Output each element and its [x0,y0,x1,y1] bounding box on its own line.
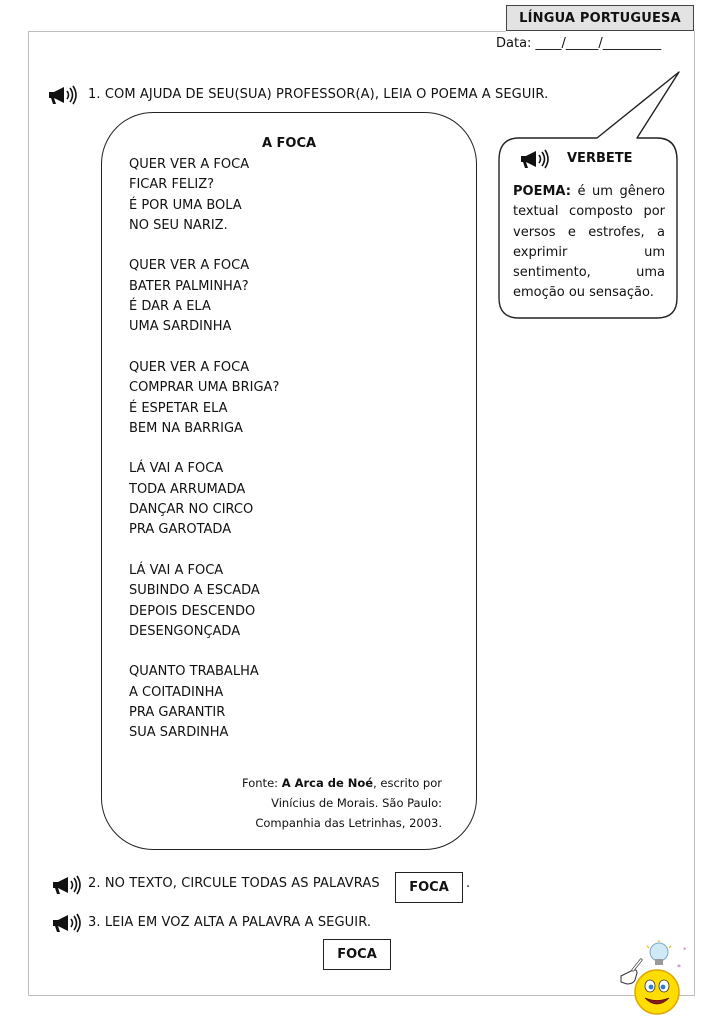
poem-stanza [129,155,279,236]
verbete-title: VERBETE [567,151,633,166]
poem-line: SUBINDO A ESCADA [129,583,260,599]
poem-stanza [129,662,279,743]
megaphone-icon [46,84,80,106]
poem-line: UMA SARDINHA [129,319,232,335]
question-1: 1. COM AJUDA DE SEU(SUA) PROFESSOR(A), LEIA O POEMA A SEGUIR. [88,87,549,102]
poem-line: É DAR A ELA [129,299,211,315]
poem-line: QUANTO TRABALHA [129,664,259,680]
source-rest: , escrito por [373,776,442,790]
verbete-definition [513,182,665,304]
source-book-title: A Arca de Noé [281,776,374,790]
date-field[interactable]: Data: ____/_____/_________ [496,36,662,51]
word-box-foca-q3: FOCA [323,939,391,970]
poem-line: DANÇAR NO CIRCO [129,502,254,518]
source-line-3: Companhia das Letrinhas, 2003. [255,816,442,830]
megaphone-icon [518,148,552,170]
poem-line: PRA GAROTADA [129,522,232,538]
poem-line: COMPRAR UMA BRIGA? [129,380,280,396]
poem-stanza [129,256,279,337]
poem-line: BATER PALMINHA? [129,278,249,294]
word-box-foca-q2: FOCA [395,872,463,903]
poem-title-text: A FOCA [261,136,317,151]
poem-line: TODA ARRUMADA [129,481,246,497]
verbete-definition-text: é um gênero textual composto por versos e estrofes, a exprimir um sentimento, uma emoção ou sensação. [513,184,665,301]
poem-source [242,773,442,833]
poem-stanza [129,459,279,540]
verbete-term: POEMA: [513,184,571,199]
source-prefix: Fonte: [242,776,282,790]
poem-line: NO SEU NARIZ. [129,217,228,233]
poem-line: QUER VER A FOCA [129,359,250,375]
poem-box [101,112,477,850]
poem-line: QUER VER A FOCA [129,258,250,274]
megaphone-icon [50,912,84,934]
poem-line: SUA SARDINHA [129,725,229,741]
poem-line: DESENGONÇADA [129,623,241,639]
svg-text:*: * [683,946,687,954]
poem-line: DEPOIS DESCENDO [129,603,256,619]
poem-line: QUER VER A FOCA [129,157,250,172]
megaphone-icon [50,874,84,896]
question-2-period: . [466,876,471,891]
subject-label: LÍNGUA PORTUGUESA [506,5,694,31]
poem-line: BEM NA BARRIGA [129,420,243,436]
poem-line: PRA GARANTIR [129,705,226,721]
poem-body [129,155,279,764]
poem-title [102,136,476,151]
poem-stanza [129,358,279,439]
source-line-1 [242,773,442,793]
source-line-2: Vinícius de Morais. São Paulo: [271,796,442,810]
poem-line: É ESPETAR ELA [129,400,228,416]
poem-stanza [129,561,279,642]
question-2: 2. NO TEXTO, CIRCULE TODAS AS PALAVRAS [88,876,380,891]
poem-line: É POR UMA BOLA [129,197,242,213]
lightbulb-smiley-icon [613,940,693,1016]
question-3: 3. LEIA EM VOZ ALTA A PALAVRA A SEGUIR. [88,915,372,930]
svg-text:*: * [677,963,681,972]
poem-line: LÁ VAI A FOCA [129,562,224,578]
poem-line: LÁ VAI A FOCA [129,461,224,477]
poem-line: FICAR FELIZ? [129,177,215,193]
poem-line: A COITADINHA [129,684,224,700]
